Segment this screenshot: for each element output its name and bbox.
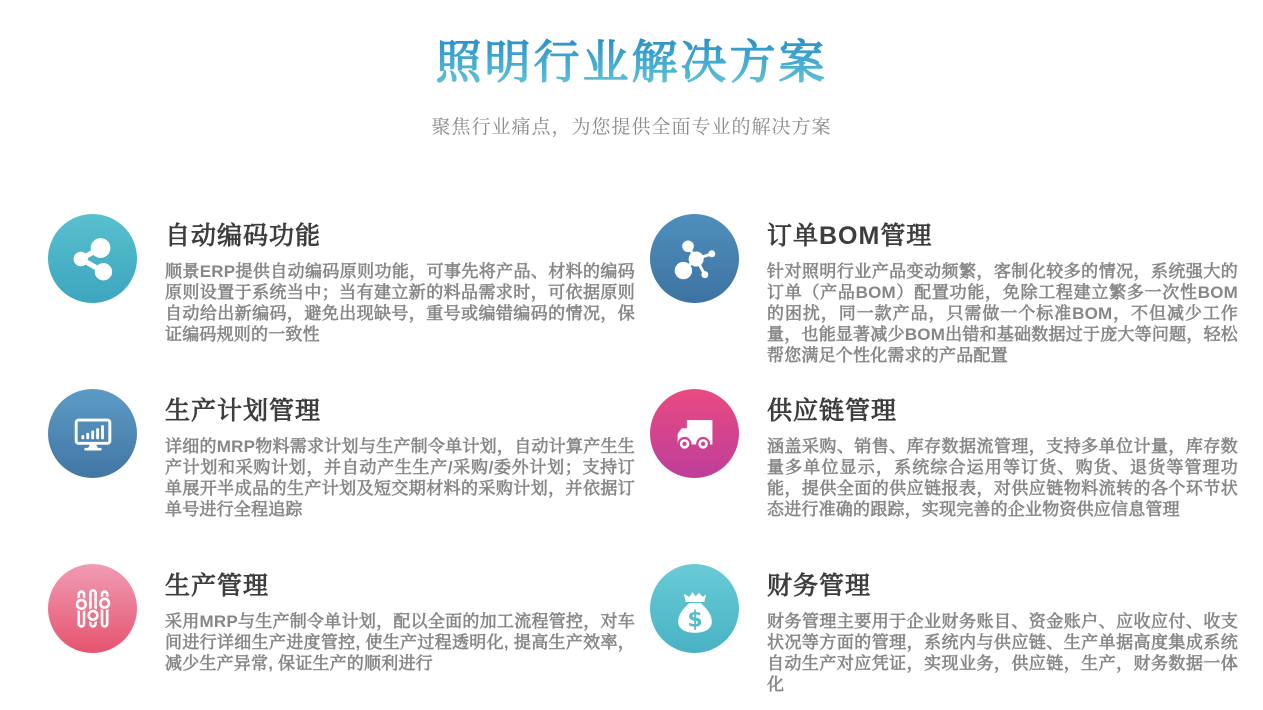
feature-auto-coding (48, 214, 650, 389)
feature-description: 顺景ERP提供自动编码原则功能，可事先将产品、材料的编码原则设置于系统当中；当有建立新的料品需求时，可依据原则自动给出新编码，避免出现缺号，重号或编错编码的情况，保证编码规则的一致性 (165, 262, 635, 344)
page-title: 照明行业解决方案 (0, 26, 1263, 92)
feature-title: 财务管理 (767, 572, 872, 600)
feature-supply-chain (650, 389, 1238, 564)
feature-title: 订单BOM管理 (767, 222, 933, 250)
feature-description: 针对照明行业产品变动频繁，客制化较多的情况，系统强大的订单（产品BOM）配置功能，免除工程建立繁多一次性BOM的困扰，同一款产品，只需做一个标准BOM，不但减少工作量，也能显著减少BOM出错和基础数据过于庞大等问题，轻松帮您满足个性化需求的产品配置 (767, 262, 1238, 365)
feature-production-management (48, 564, 650, 710)
feature-title: 自动编码功能 (165, 222, 322, 250)
share-icon (48, 214, 137, 303)
truck-icon (650, 389, 739, 478)
feature-order-bom (650, 214, 1238, 389)
feature-production-planning (48, 389, 650, 564)
feature-description: 涵盖采购、销售、库存数据流管理，支持多单位计量，库存数量多单位显示，系统综合运用等订货、购货、退货等管理功能，提供全面的供应链报表，对供应链物料流转的各个环节状态进行准确的跟踪，实现完善的企业物资供应信息管理 (767, 437, 1238, 519)
feature-title: 生产管理 (165, 572, 270, 600)
money-bag-icon (650, 564, 739, 653)
feature-description: 详细的MRP物料需求计划与生产制令单计划，自动计算产生生产计划和采购计划，并自动产生生产/采购/委外计划；支持订单展开半成品的生产计划及短交期材料的采购计划，并依据订单号进行全程追踪 (165, 437, 635, 519)
monitor-chart-icon (48, 389, 137, 478)
feature-description: 财务管理主要用于企业财务账目、资金账户、应收应付、收支状况等方面的管理，系统内与供应链、生产单据高度集成系统自动生产对应凭证，实现业务，供应链，生产，财务数据一体化 (767, 612, 1238, 694)
feature-title: 生产计划管理 (165, 397, 322, 425)
feature-title: 供应链管理 (767, 397, 898, 425)
feature-finance (650, 564, 1238, 710)
molecule-icon (650, 214, 739, 303)
sliders-icon (48, 564, 137, 653)
feature-description: 采用MRP与生产制令单计划，配以全面的加工流程管控，对车间进行详细生产进度管控, 使生产过程透明化, 提高生产效率，减少生产异常, 保证生产的顺利进行 (165, 612, 635, 673)
page-subtitle: 聚焦行业痛点，为您提供全面专业的解决方案 (431, 117, 832, 138)
feature-grid (48, 214, 1238, 710)
